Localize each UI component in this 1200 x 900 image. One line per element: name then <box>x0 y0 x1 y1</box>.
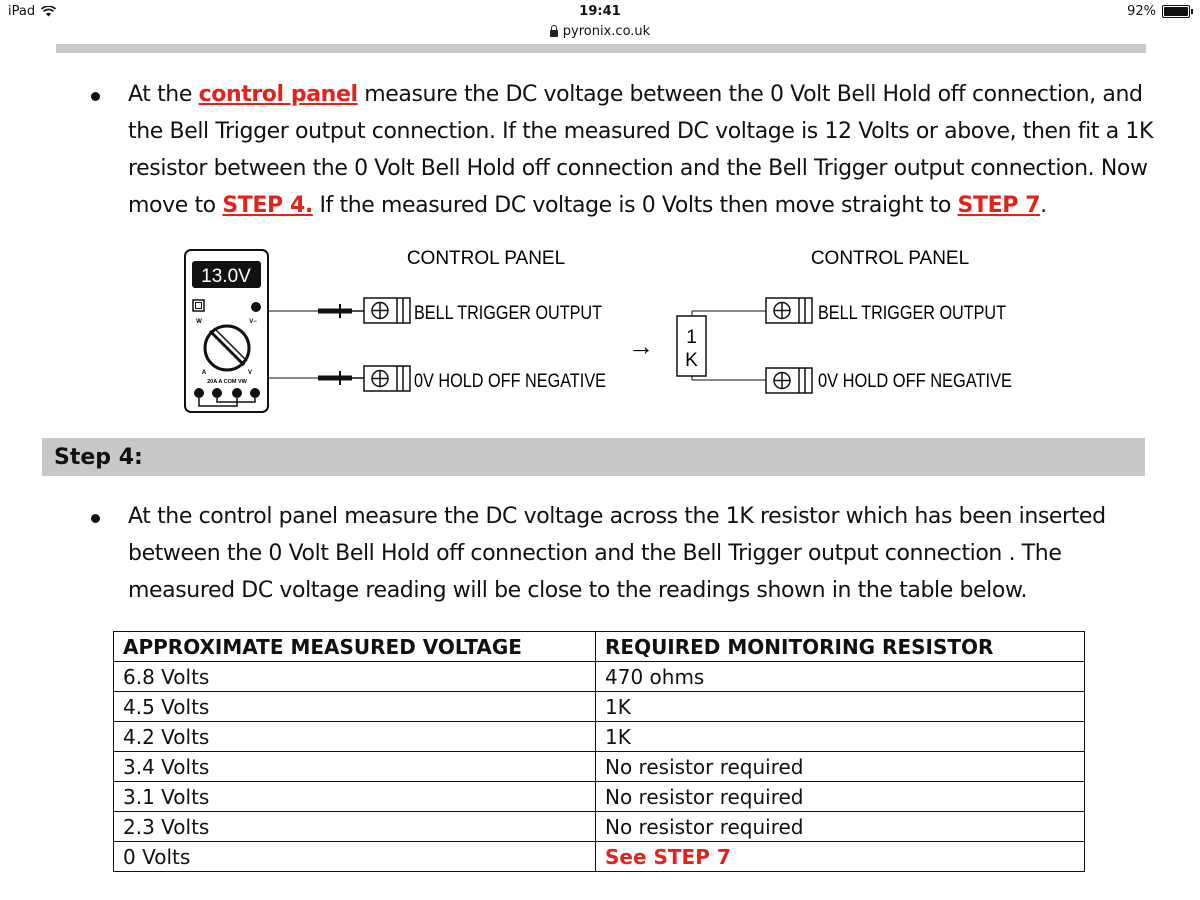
table-row <box>114 692 1085 722</box>
url-text[interactable]: pyronix.co.uk <box>562 24 651 39</box>
see-step7-link[interactable]: See STEP 7 <box>596 842 1085 872</box>
table-row <box>114 662 1085 692</box>
clock: 19:41 <box>579 4 621 19</box>
status-right <box>1127 4 1190 19</box>
battery-percent: 92% <box>1127 4 1156 19</box>
step4-header <box>42 438 1145 476</box>
voltage-cell: 4.5 Volts <box>114 692 596 722</box>
table-row <box>114 722 1085 752</box>
resistor-icon <box>677 316 706 376</box>
bullet-point <box>91 514 100 523</box>
table-row <box>114 752 1085 782</box>
voltage-cell: 0 Volts <box>114 842 596 872</box>
column-header: REQUIRED MONITORING RESISTOR <box>596 632 1085 662</box>
left-terminal2-label: 0V HOLD OFF NEGATIVE <box>414 371 606 392</box>
text-fragment: At the <box>128 82 199 107</box>
resistor-label-1: 1 <box>686 327 697 348</box>
right-terminal2-label: 0V HOLD OFF NEGATIVE <box>818 371 1012 392</box>
terminal-screw-icon <box>766 368 812 393</box>
battery-icon <box>1162 5 1190 18</box>
meter-reading: 13.0V <box>201 266 251 287</box>
resistor-cell: No resistor required <box>596 812 1085 842</box>
meter-label-bottom: 20A A COM VW <box>207 379 247 385</box>
control-panel-link[interactable]: control panel <box>198 82 358 107</box>
right-terminal1-label: BELL TRIGGER OUTPUT <box>818 303 1007 324</box>
table-row <box>114 782 1085 812</box>
meter-label-a: A <box>201 370 207 376</box>
resistor-cell: No resistor required <box>596 752 1085 782</box>
device-name: iPad <box>8 4 36 19</box>
step4-link[interactable]: STEP 4. <box>222 193 313 218</box>
resistor-cell: 470 ohms <box>596 662 1085 692</box>
meter-label-v: V <box>247 370 253 376</box>
voltage-cell: 4.2 Volts <box>114 722 596 752</box>
table-row <box>114 812 1085 842</box>
voltage-cell: 2.3 Volts <box>114 812 596 842</box>
text-fragment: measure the DC voltage between the 0 Volt Bell Hold off connection, and the Bell Trigger output connection. If the measured DC voltage is 12 Volts or above, then fit a 1K resistor between the 0 Volt Bell Hold off connection and the Bell Trigger output connection. Now move to <box>128 82 1153 218</box>
voltage-cell: 3.4 Volts <box>114 752 596 782</box>
voltage-cell: 3.1 Volts <box>114 782 596 812</box>
meter-label-w: W <box>196 319 202 325</box>
resistor-cell: No resistor required <box>596 782 1085 812</box>
terminal-screw-icon <box>364 298 410 323</box>
meter-dot <box>251 302 261 312</box>
bullet-point <box>91 92 100 101</box>
address-bar[interactable] <box>0 24 1200 39</box>
column-header: APPROXIMATE MEASURED VOLTAGE <box>114 632 596 662</box>
left-terminal1-label: BELL TRIGGER OUTPUT <box>414 303 603 324</box>
step3-paragraph <box>128 76 1158 224</box>
right-panel-title: CONTROL PANEL <box>810 248 970 269</box>
terminal-screw-icon <box>766 298 812 323</box>
table-row <box>114 842 1085 872</box>
step7-link[interactable]: STEP 7 <box>957 193 1041 218</box>
step4-heading: Step 4: <box>54 445 143 470</box>
status-bar <box>0 0 1200 24</box>
multimeter <box>185 250 268 412</box>
resistor-label-k: K <box>685 350 698 371</box>
step4-paragraph: At the control panel measure the DC voltage across the 1K resistor which has been inserted between the 0 Volt Bell Hold off connection and the Bell Trigger output connection . The measured DC voltage reading will be close to the readings shown in the table below. <box>128 504 1106 603</box>
step3-header-band <box>56 44 1146 53</box>
lock-icon <box>550 30 558 37</box>
text-fragment: If the measured DC voltage is 0 Volts then move straight to <box>312 193 958 218</box>
table-header-row <box>114 632 1085 662</box>
voltage-resistor-table <box>113 631 1085 872</box>
resistor-cell: 1K <box>596 692 1085 722</box>
voltage-cell: 6.8 Volts <box>114 662 596 692</box>
meter-label-vminus: V− <box>249 319 257 325</box>
wiring-diagram <box>0 230 1200 430</box>
left-panel-title: CONTROL PANEL <box>406 248 566 269</box>
terminal-screw-icon <box>364 366 410 391</box>
arrow-right-icon: → <box>628 331 654 361</box>
resistor-cell: 1K <box>596 722 1085 752</box>
text-fragment: . <box>1040 193 1047 218</box>
